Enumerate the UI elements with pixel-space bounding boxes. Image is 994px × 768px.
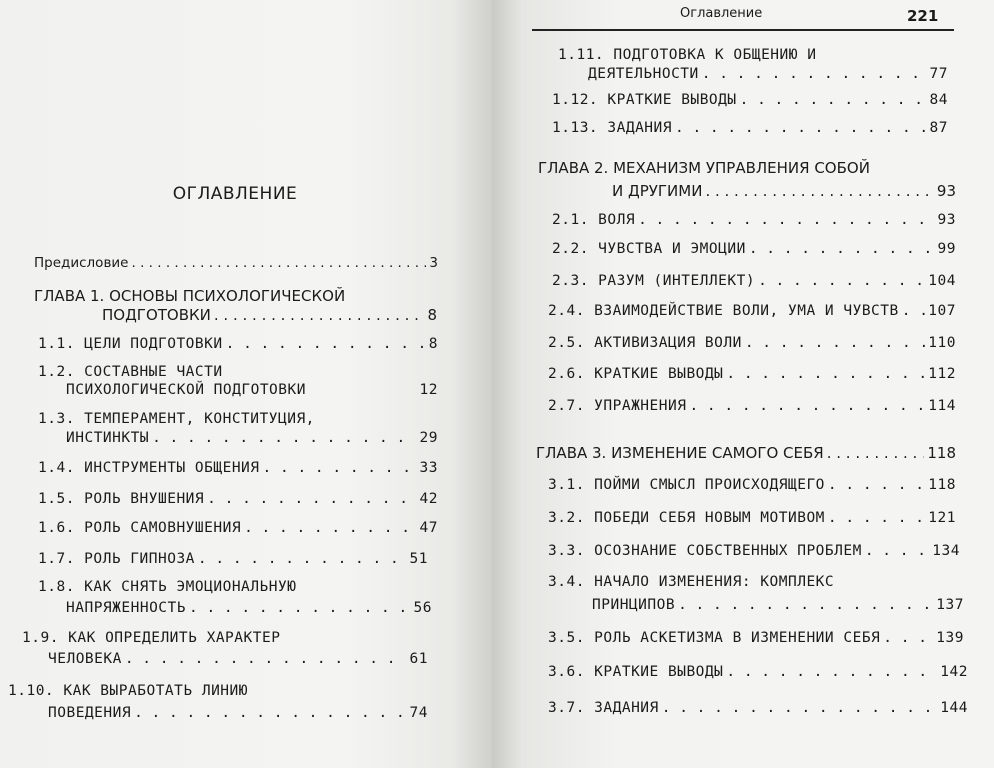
toc-entry-label: ЗАДАНИЯ xyxy=(607,120,672,136)
toc-entry-page: 114 xyxy=(928,398,956,414)
leader-dots xyxy=(125,651,407,667)
toc-entry-page: 8 xyxy=(428,336,438,352)
leader-dots xyxy=(198,551,407,567)
leader-dots xyxy=(828,477,925,493)
toc-entry-1-11-line1 xyxy=(558,47,816,63)
leader-dots xyxy=(883,630,933,646)
toc-entry-page: 8 xyxy=(427,306,437,324)
toc-entry-label: Предисловие xyxy=(34,255,129,271)
toc-entry-label: ИНСТРУМЕНТЫ ОБЩЕНИЯ xyxy=(84,460,260,476)
toc-entry-number: 1.11. xyxy=(558,47,605,63)
toc-entry-page: 104 xyxy=(928,273,956,289)
toc-entry-label: ЦЕЛИ ПОДГОТОВКИ xyxy=(84,336,223,352)
leader-dots xyxy=(865,543,929,559)
leader-dots xyxy=(662,700,938,716)
toc-entry-page: 33 xyxy=(419,460,438,476)
toc-entry-number: 3.6. xyxy=(548,664,585,680)
toc-entry-label: ТЕМПЕРАМЕНТ, КОНСТИТУЦИЯ, xyxy=(84,411,315,427)
toc-entry-page: 56 xyxy=(413,600,432,616)
toc-entry-page: 61 xyxy=(409,651,428,667)
toc-chapter-2[interactable] xyxy=(612,182,956,200)
toc-entry-2-4[interactable] xyxy=(548,303,956,319)
toc-entry-3-1[interactable] xyxy=(548,477,956,493)
toc-entry-number: 1.4. xyxy=(38,460,75,476)
toc-entry-label: ПОБЕДИ СЕБЯ НОВЫМ МОТИВОМ xyxy=(594,510,825,526)
toc-entry-number: 3.3. xyxy=(548,543,585,559)
toc-entry-number: 3.4. xyxy=(548,574,585,590)
toc-entry-label: НАПРЯЖЕННОСТЬ xyxy=(66,600,186,616)
leader-dots xyxy=(207,491,416,507)
toc-entry-number: 1.7. xyxy=(38,551,75,567)
toc-entry-number: 1.9. xyxy=(22,630,59,646)
toc-entry-page: 112 xyxy=(928,366,956,382)
leader-dots xyxy=(226,336,426,352)
toc-entry-3-2[interactable] xyxy=(548,510,956,526)
toc-entry-label: ОСОЗНАНИЕ СОБСТВЕННЫХ ПРОБЛЕМ xyxy=(594,543,862,559)
toc-entry-label: ПОВЕДЕНИЯ xyxy=(48,705,132,721)
toc-entry-preface[interactable] xyxy=(34,255,438,271)
toc-entry-number: 3.1. xyxy=(548,477,585,493)
toc-entry-label: РОЛЬ АСКЕТИЗМА В ИЗМЕНЕНИИ СЕБЯ xyxy=(594,630,881,646)
toc-entry-number: 1.6. xyxy=(38,520,75,536)
leader-dots xyxy=(689,398,925,414)
toc-entry-label: ПОЙМИ СМЫСЛ ПРОИСХОДЯЩЕГО xyxy=(594,477,825,493)
toc-entry-label: ВЗАИМОДЕЙСТВИЕ ВОЛИ, УМА И ЧУВСТВ xyxy=(594,303,899,319)
toc-entry-1-7[interactable] xyxy=(38,551,428,567)
toc-entry-label: УПРАЖНЕНИЯ xyxy=(594,398,687,414)
toc-entry-label: КАК ОПРЕДЕЛИТЬ ХАРАКТЕР xyxy=(68,630,281,646)
toc-entry-page: 134 xyxy=(932,543,960,559)
toc-entry-1-1[interactable] xyxy=(38,336,438,352)
toc-entry-number: 2.4. xyxy=(548,303,585,319)
toc-entry-label: КРАТКИЕ ВЫВОДЫ xyxy=(594,664,724,680)
leader-dots xyxy=(828,510,925,526)
toc-entry-page: 29 xyxy=(419,430,438,446)
toc-entry-1-2-line1 xyxy=(38,364,223,380)
page-title: ОГЛАВЛЕНИЕ xyxy=(172,184,298,204)
right-page xyxy=(492,0,994,768)
running-title: Оглавление xyxy=(680,6,763,21)
toc-entry-3-6[interactable] xyxy=(548,664,968,680)
toc-entry-number: 1.1. xyxy=(38,336,75,352)
toc-entry-1-10-line1 xyxy=(8,683,248,699)
toc-entry-label: РОЛЬ САМОВНУШЕНИЯ xyxy=(84,520,242,536)
toc-entry-number: 2.7. xyxy=(548,398,585,414)
toc-entry-3-4[interactable] xyxy=(592,597,964,613)
leader-dots xyxy=(134,705,406,721)
toc-entry-page: 51 xyxy=(409,551,428,567)
toc-entry-page: 74 xyxy=(409,705,428,721)
toc-chapter-2-line1: ГЛАВА 2. МЕХАНИЗМ УПРАВЛЕНИЯ СОБОЙ xyxy=(538,159,870,177)
leader-dots xyxy=(702,66,927,82)
toc-entry-label: ЧУВСТВА И ЭМОЦИИ xyxy=(598,241,746,257)
toc-entry-page: 139 xyxy=(936,630,964,646)
toc-entry-1-2[interactable] xyxy=(66,382,438,398)
toc-entry-1-3-line1 xyxy=(38,411,315,427)
leader-dots xyxy=(131,255,426,271)
toc-entry-label: РАЗУМ (ИНТЕЛЛЕКТ) xyxy=(598,273,756,289)
leader-dots xyxy=(726,664,937,680)
toc-entry-label: ПОДГОТОВКИ xyxy=(102,306,211,324)
toc-entry-label: ИНСТИНКТЫ xyxy=(66,430,150,446)
toc-entry-page: 110 xyxy=(928,335,956,351)
leader-dots xyxy=(152,430,416,446)
toc-entry-1-5[interactable] xyxy=(38,491,438,507)
toc-entry-number: 1.10. xyxy=(8,683,55,699)
toc-entry-number: 3.7. xyxy=(548,700,585,716)
leader-dots xyxy=(189,600,411,616)
toc-entry-label: ПСИХОЛОГИЧЕСКОЙ ПОДГОТОВКИ xyxy=(66,382,306,398)
toc-entry-page: 47 xyxy=(419,520,438,536)
left-page xyxy=(0,0,492,768)
toc-entry-2-1[interactable] xyxy=(552,212,956,228)
toc-entry-number: 3.5. xyxy=(548,630,585,646)
toc-entry-label: РОЛЬ ГИПНОЗА xyxy=(84,551,195,567)
toc-chapter-1-line1: ГЛАВА 1. ОСНОВЫ ПСИХОЛОГИЧЕСКОЙ xyxy=(34,287,346,305)
header-rule xyxy=(532,29,954,31)
toc-entry-page: 121 xyxy=(928,510,956,526)
toc-entry-number: 2.3. xyxy=(552,273,589,289)
leader-dots xyxy=(705,182,933,200)
toc-entry-label: ПРИНЦИПОВ xyxy=(592,597,676,613)
toc-entry-number: 2.5. xyxy=(548,335,585,351)
toc-entry-label: ВОЛЯ xyxy=(598,212,636,228)
leader-dots xyxy=(678,597,933,613)
toc-entry-page: 12 xyxy=(419,382,438,398)
toc-entry-page: 42 xyxy=(419,491,438,507)
leader-dots xyxy=(758,273,925,289)
toc-entry-3-5[interactable] xyxy=(548,630,964,646)
toc-entry-label: ЗАДАНИЯ xyxy=(594,700,659,716)
toc-entry-3-4-line1 xyxy=(548,574,834,590)
toc-entry-page: 3 xyxy=(429,255,438,271)
toc-entry-number: 1.2. xyxy=(38,364,75,380)
toc-entry-2-7[interactable] xyxy=(548,398,956,414)
toc-entry-page: 107 xyxy=(928,303,956,319)
leader-dots xyxy=(675,120,927,136)
toc-entry-page: 99 xyxy=(937,241,956,257)
toc-entry-label: ПОДГОТОВКА К ОБЩЕНИЮ И xyxy=(613,47,817,63)
toc-entry-1-11[interactable] xyxy=(588,66,948,82)
toc-entry-1-12[interactable] xyxy=(552,92,948,108)
toc-entry-label: КРАТКИЕ ВЫВОДЫ xyxy=(594,366,724,382)
toc-entry-3-3[interactable] xyxy=(548,543,960,559)
toc-entry-number: 2.2. xyxy=(552,241,589,257)
toc-entry-1-13[interactable] xyxy=(552,120,948,136)
leader-dots xyxy=(638,212,934,228)
toc-entry-2-3[interactable] xyxy=(552,273,956,289)
toc-entry-label: ГЛАВА 3. ИЗМЕНЕНИЕ САМОГО СЕБЯ xyxy=(536,444,824,462)
toc-entry-1-4[interactable] xyxy=(38,460,438,476)
toc-entry-label: И ДРУГИМИ xyxy=(612,182,703,200)
toc-entry-page: 93 xyxy=(936,182,956,200)
toc-entry-1-8[interactable] xyxy=(66,600,432,616)
toc-entry-1-3[interactable] xyxy=(66,430,438,446)
toc-entry-page: 142 xyxy=(940,664,968,680)
toc-entry-1-6[interactable] xyxy=(38,520,438,536)
toc-entry-3-7[interactable] xyxy=(548,700,968,716)
toc-entry-label: НАЧАЛО ИЗМЕНЕНИЯ: КОМПЛЕКС xyxy=(594,574,835,590)
toc-entry-1-9-line1 xyxy=(22,630,280,646)
toc-entry-page: 93 xyxy=(937,212,956,228)
toc-entry-page: 137 xyxy=(936,597,964,613)
toc-chapter-3[interactable] xyxy=(536,444,956,462)
toc-entry-2-6[interactable] xyxy=(548,366,956,382)
toc-entry-number: 1.5. xyxy=(38,491,75,507)
toc-entry-label: АКТИВИЗАЦИЯ ВОЛИ xyxy=(594,335,742,351)
toc-entry-label: СОСТАВНЫЕ ЧАСТИ xyxy=(84,364,223,380)
toc-entry-number: 2.1. xyxy=(552,212,589,228)
toc-entry-label: ДЕЯТЕЛЬНОСТИ xyxy=(588,66,699,82)
leader-dots xyxy=(263,460,417,476)
toc-entry-page: 84 xyxy=(929,92,948,108)
leader-dots xyxy=(745,335,925,351)
leader-dots xyxy=(827,444,925,462)
toc-entry-label: КРАТКИЕ ВЫВОДЫ xyxy=(607,92,737,108)
leader-dots xyxy=(902,303,926,319)
toc-entry-number: 1.13. xyxy=(552,120,599,136)
toc-entry-1-8-line1 xyxy=(38,579,296,595)
toc-entry-number: 2.6. xyxy=(548,366,585,382)
toc-entry-number: 1.12. xyxy=(552,92,599,108)
toc-entry-page: 118 xyxy=(928,477,956,493)
toc-chapter-1[interactable] xyxy=(102,306,437,324)
toc-entry-label: КАК ВЫРАБОТАТЬ ЛИНИЮ xyxy=(63,683,248,699)
toc-entry-page: 87 xyxy=(929,120,948,136)
leader-dots xyxy=(244,520,416,536)
leader-dots xyxy=(726,366,925,382)
toc-entry-1-9[interactable] xyxy=(48,651,428,667)
toc-entry-page: 77 xyxy=(929,66,948,82)
toc-entry-label: КАК СНЯТЬ ЭМОЦИОНАЛЬНУЮ xyxy=(84,579,297,595)
toc-entry-number: 1.8. xyxy=(38,579,75,595)
toc-entry-page: 144 xyxy=(940,700,968,716)
toc-entry-number: 1.3. xyxy=(38,411,75,427)
leader-dots xyxy=(749,241,935,257)
toc-entry-number: 3.2. xyxy=(548,510,585,526)
toc-entry-1-10[interactable] xyxy=(48,705,428,721)
toc-entry-page: 118 xyxy=(927,444,956,462)
toc-entry-label: РОЛЬ ВНУШЕНИЯ xyxy=(84,491,205,507)
toc-entry-2-2[interactable] xyxy=(552,241,956,257)
page-number: 221 xyxy=(907,7,939,25)
toc-entry-2-5[interactable] xyxy=(548,335,956,351)
toc-entry-label: ЧЕЛОВЕКА xyxy=(48,651,122,667)
leader-dots xyxy=(740,92,927,108)
leader-dots xyxy=(214,306,425,324)
